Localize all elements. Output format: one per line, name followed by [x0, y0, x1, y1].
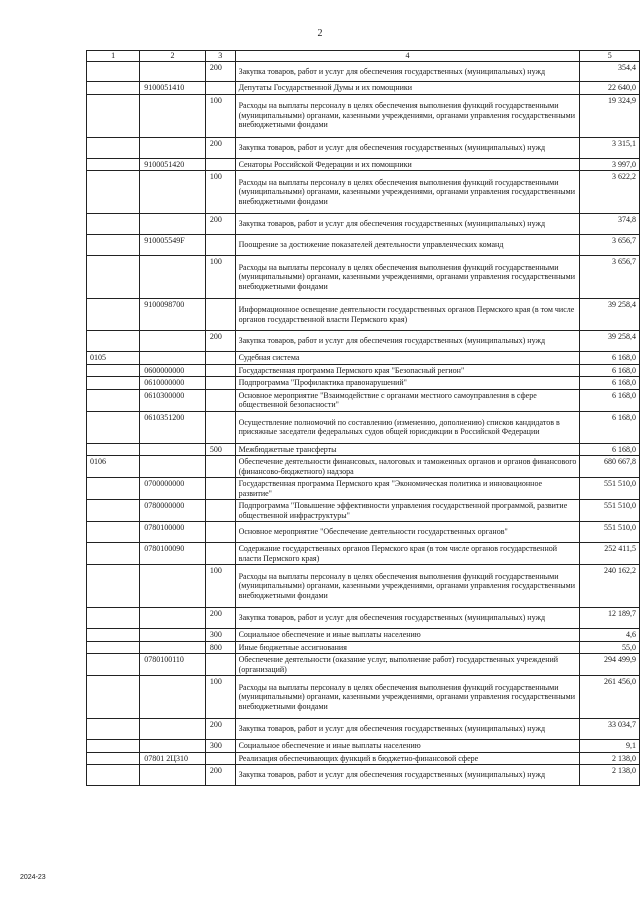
col-header-type: 3 [205, 51, 235, 62]
table-row [87, 641, 640, 654]
cell-code-section [87, 137, 140, 158]
cell-description: Сенаторы Российской Федерации и их помощники [235, 158, 580, 171]
cell-description: Осуществление полномочий по составлению (изменению, дополнению) списков кандидатов в присяжные заседатели федеральных судов общей юрисдикции в Российской Федерации [235, 411, 580, 443]
table-row [87, 137, 640, 158]
cell-code-section [87, 522, 140, 543]
cell-amount: 3 656,7 [580, 256, 640, 299]
cell-code-section [87, 299, 140, 331]
cell-code-section [87, 629, 140, 642]
cell-code-type: 800 [205, 641, 235, 654]
cell-amount: 22 640,0 [580, 82, 640, 95]
cell-code-section [87, 641, 140, 654]
cell-amount: 6 168,0 [580, 443, 640, 456]
cell-code-type: 100 [205, 256, 235, 299]
cell-code-type [205, 522, 235, 543]
cell-code-section [87, 543, 140, 565]
cell-code-target [140, 137, 206, 158]
cell-code-target [140, 719, 206, 740]
cell-code-section [87, 765, 140, 786]
cell-code-section [87, 377, 140, 390]
cell-code-type [205, 752, 235, 765]
cell-description: Содержание государственных органов Пермского края (в том числе органов государственной власти Пермского края) [235, 543, 580, 565]
cell-code-section [87, 256, 140, 299]
cell-description: Закупка товаров, работ и услуг для обеспечения государственных (муниципальных) нужд [235, 608, 580, 629]
table-row [87, 608, 640, 629]
table-row [87, 752, 640, 765]
cell-code-section [87, 752, 140, 765]
cell-code-section [87, 62, 140, 82]
cell-code-target [140, 629, 206, 642]
cell-code-type: 300 [205, 629, 235, 642]
table-row [87, 676, 640, 719]
cell-code-section [87, 676, 140, 719]
cell-code-type: 100 [205, 94, 235, 137]
cell-code-section [87, 171, 140, 214]
cell-amount: 3 315,1 [580, 137, 640, 158]
cell-amount: 551 510,0 [580, 500, 640, 522]
cell-code-target: 0700000000 [140, 478, 206, 500]
table-row [87, 171, 640, 214]
cell-amount: 6 168,0 [580, 389, 640, 411]
table-row [87, 411, 640, 443]
table-row [87, 299, 640, 331]
cell-code-target [140, 331, 206, 352]
cell-code-type [205, 158, 235, 171]
cell-code-type [205, 456, 235, 478]
cell-code-type: 200 [205, 608, 235, 629]
col-header-target: 2 [140, 51, 206, 62]
cell-code-section [87, 214, 140, 235]
cell-amount: 252 411,5 [580, 543, 640, 565]
table-row [87, 543, 640, 565]
cell-amount: 240 162,2 [580, 565, 640, 608]
cell-amount: 33 034,7 [580, 719, 640, 740]
table-row [87, 235, 640, 256]
table-row [87, 719, 640, 740]
cell-code-target [140, 352, 206, 365]
cell-code-section [87, 500, 140, 522]
cell-description: Судебная система [235, 352, 580, 365]
table-row [87, 158, 640, 171]
cell-description: Расходы на выплаты персоналу в целях обеспечения выполнения функций государственными (муниципальными) органами, казенными учреждениями, органами управления государственными внебюджетными фондами [235, 565, 580, 608]
cell-code-target [140, 171, 206, 214]
cell-amount: 6 168,0 [580, 352, 640, 365]
cell-code-target [140, 740, 206, 753]
cell-code-section [87, 389, 140, 411]
cell-amount: 551 510,0 [580, 478, 640, 500]
table-row [87, 377, 640, 390]
cell-amount: 55,0 [580, 641, 640, 654]
cell-code-target [140, 565, 206, 608]
page-number: 2 [317, 28, 323, 39]
cell-description: Обеспечение деятельности (оказание услуг, выполнение работ) государственных учреждений (организаций) [235, 654, 580, 676]
cell-description: Расходы на выплаты персоналу в целях обеспечения выполнения функций государственными (муниципальными) органами, казенными учреждениями, органами управления государственными внебюджетными фондами [235, 171, 580, 214]
cell-description: Социальное обеспечение и иные выплаты населению [235, 629, 580, 642]
table-row [87, 654, 640, 676]
cell-amount: 39 258,4 [580, 331, 640, 352]
cell-code-type [205, 478, 235, 500]
cell-description: Закупка товаров, работ и услуг для обеспечения государственных (муниципальных) нужд [235, 331, 580, 352]
cell-amount: 354,4 [580, 62, 640, 82]
cell-code-type [205, 299, 235, 331]
cell-code-target [140, 456, 206, 478]
cell-code-type [205, 235, 235, 256]
cell-code-type [205, 82, 235, 95]
cell-code-type: 300 [205, 740, 235, 753]
cell-code-section [87, 608, 140, 629]
cell-code-target: 9100051420 [140, 158, 206, 171]
cell-code-target [140, 94, 206, 137]
cell-code-section [87, 719, 140, 740]
cell-code-target [140, 676, 206, 719]
cell-amount: 2 138,0 [580, 765, 640, 786]
table-row [87, 389, 640, 411]
cell-amount: 9,1 [580, 740, 640, 753]
cell-code-type [205, 364, 235, 377]
table-row [87, 94, 640, 137]
cell-description: Закупка товаров, работ и услуг для обеспечения государственных (муниципальных) нужд [235, 214, 580, 235]
cell-amount: 680 667,8 [580, 456, 640, 478]
cell-code-section [87, 565, 140, 608]
cell-code-target: 0600000000 [140, 364, 206, 377]
cell-description: Основное мероприятие "Взаимодействие с органами местного самоуправления в сфере общественной безопасности" [235, 389, 580, 411]
cell-description: Реализация обеспечивающих функций в бюджетно-финансовой сфере [235, 752, 580, 765]
cell-code-target: 0610000000 [140, 377, 206, 390]
cell-code-target [140, 641, 206, 654]
cell-code-type: 100 [205, 676, 235, 719]
cell-description: Информационное освещение деятельности государственных органов Пермского края (в том числе органов государственной власти Пермского края) [235, 299, 580, 331]
cell-description: Основное мероприятие "Обеспечение деятельности государственных органов" [235, 522, 580, 543]
cell-code-target [140, 608, 206, 629]
cell-code-section [87, 364, 140, 377]
cell-code-type [205, 654, 235, 676]
cell-code-target [140, 256, 206, 299]
cell-code-type: 200 [205, 765, 235, 786]
cell-code-target: 9100051410 [140, 82, 206, 95]
cell-code-section [87, 82, 140, 95]
table-row [87, 214, 640, 235]
cell-code-target [140, 443, 206, 456]
cell-code-type: 100 [205, 171, 235, 214]
cell-code-target: 0780100110 [140, 654, 206, 676]
cell-description: Обеспечение деятельности финансовых, налоговых и таможенных органов и органов финансового (финансово-бюджетного) надзора [235, 456, 580, 478]
cell-description: Межбюджетные трансферты [235, 443, 580, 456]
cell-code-type [205, 352, 235, 365]
cell-amount: 261 456,0 [580, 676, 640, 719]
cell-code-type: 200 [205, 331, 235, 352]
cell-code-target: 07801 2Ц310 [140, 752, 206, 765]
table-row [87, 740, 640, 753]
cell-description: Государственная программа Пермского края "Экономическая политика и инновационное развитие" [235, 478, 580, 500]
cell-amount: 4,6 [580, 629, 640, 642]
cell-code-section: 0105 [87, 352, 140, 365]
table-row [87, 331, 640, 352]
cell-amount: 551 510,0 [580, 522, 640, 543]
cell-description: Социальное обеспечение и иные выплаты населению [235, 740, 580, 753]
cell-code-type: 500 [205, 443, 235, 456]
cell-amount: 2 138,0 [580, 752, 640, 765]
cell-amount: 3 622,2 [580, 171, 640, 214]
cell-code-section: 0106 [87, 456, 140, 478]
cell-code-target: 0780000000 [140, 500, 206, 522]
cell-code-type: 200 [205, 62, 235, 82]
cell-code-section [87, 443, 140, 456]
table-row [87, 500, 640, 522]
cell-code-type: 200 [205, 137, 235, 158]
cell-code-type [205, 389, 235, 411]
cell-code-type [205, 500, 235, 522]
cell-code-section [87, 478, 140, 500]
cell-code-target: 0780100090 [140, 543, 206, 565]
cell-description: Государственная программа Пермского края "Безопасный регион" [235, 364, 580, 377]
cell-amount: 3 656,7 [580, 235, 640, 256]
cell-code-type [205, 377, 235, 390]
table-row [87, 256, 640, 299]
cell-code-target [140, 214, 206, 235]
cell-code-target: 910005549F [140, 235, 206, 256]
cell-code-type: 200 [205, 214, 235, 235]
table-row [87, 522, 640, 543]
table-row [87, 82, 640, 95]
cell-amount: 374,8 [580, 214, 640, 235]
cell-code-type: 100 [205, 565, 235, 608]
cell-description: Подпрограмма "Профилактика правонарушений" [235, 377, 580, 390]
table-row [87, 352, 640, 365]
cell-amount: 12 189,7 [580, 608, 640, 629]
col-header-name: 4 [235, 51, 580, 62]
cell-amount: 294 499,9 [580, 654, 640, 676]
cell-code-target [140, 765, 206, 786]
cell-description: Депутаты Государственной Думы и их помощники [235, 82, 580, 95]
cell-amount: 6 168,0 [580, 364, 640, 377]
cell-description: Подпрограмма "Повышение эффективности управления государственной программой, развитие общественной инфраструктуры" [235, 500, 580, 522]
cell-code-target: 0610300000 [140, 389, 206, 411]
cell-code-section [87, 654, 140, 676]
cell-code-section [87, 331, 140, 352]
cell-code-target [140, 62, 206, 82]
header-row [87, 51, 640, 62]
cell-code-type [205, 411, 235, 443]
table-row [87, 565, 640, 608]
cell-description: Закупка товаров, работ и услуг для обеспечения государственных (муниципальных) нужд [235, 719, 580, 740]
table-row [87, 478, 640, 500]
table-row [87, 62, 640, 82]
cell-code-section [87, 740, 140, 753]
table-row [87, 443, 640, 456]
cell-code-type [205, 543, 235, 565]
cell-description: Закупка товаров, работ и услуг для обеспечения государственных (муниципальных) нужд [235, 137, 580, 158]
cell-code-target: 9100098700 [140, 299, 206, 331]
table-row [87, 364, 640, 377]
cell-amount: 6 168,0 [580, 411, 640, 443]
cell-description: Поощрение за достижение показателей деятельности управленческих команд [235, 235, 580, 256]
cell-description: Расходы на выплаты персоналу в целях обеспечения выполнения функций государственными (муниципальными) органами, казенными учреждениями, органами управления государственными внебюджетными фондами [235, 676, 580, 719]
cell-amount: 3 997,0 [580, 158, 640, 171]
cell-description: Иные бюджетные ассигнования [235, 641, 580, 654]
footer-code: 2024-23 [20, 874, 46, 881]
table-row [87, 765, 640, 786]
cell-amount: 6 168,0 [580, 377, 640, 390]
cell-description: Расходы на выплаты персоналу в целях обеспечения выполнения функций государственными (муниципальными) органами, казенными учреждениями, органами управления государственными внебюджетными фондами [235, 256, 580, 299]
cell-code-section [87, 235, 140, 256]
cell-description: Расходы на выплаты персоналу в целях обеспечения выполнения функций государственными (муниципальными) органами, казенными учреждениями, органами управления государственными внебюджетными фондами [235, 94, 580, 137]
cell-code-section [87, 411, 140, 443]
col-header-section: 1 [87, 51, 140, 62]
cell-description: Закупка товаров, работ и услуг для обеспечения государственных (муниципальных) нужд [235, 62, 580, 82]
cell-code-section [87, 94, 140, 137]
col-header-amount: 5 [580, 51, 640, 62]
cell-amount: 19 324,9 [580, 94, 640, 137]
cell-code-type: 200 [205, 719, 235, 740]
cell-description: Закупка товаров, работ и услуг для обеспечения государственных (муниципальных) нужд [235, 765, 580, 786]
table-row [87, 629, 640, 642]
cell-code-section [87, 158, 140, 171]
cell-amount: 39 258,4 [580, 299, 640, 331]
cell-code-target: 0610351200 [140, 411, 206, 443]
budget-table [86, 50, 640, 786]
cell-code-target: 0780100000 [140, 522, 206, 543]
table-row [87, 456, 640, 478]
